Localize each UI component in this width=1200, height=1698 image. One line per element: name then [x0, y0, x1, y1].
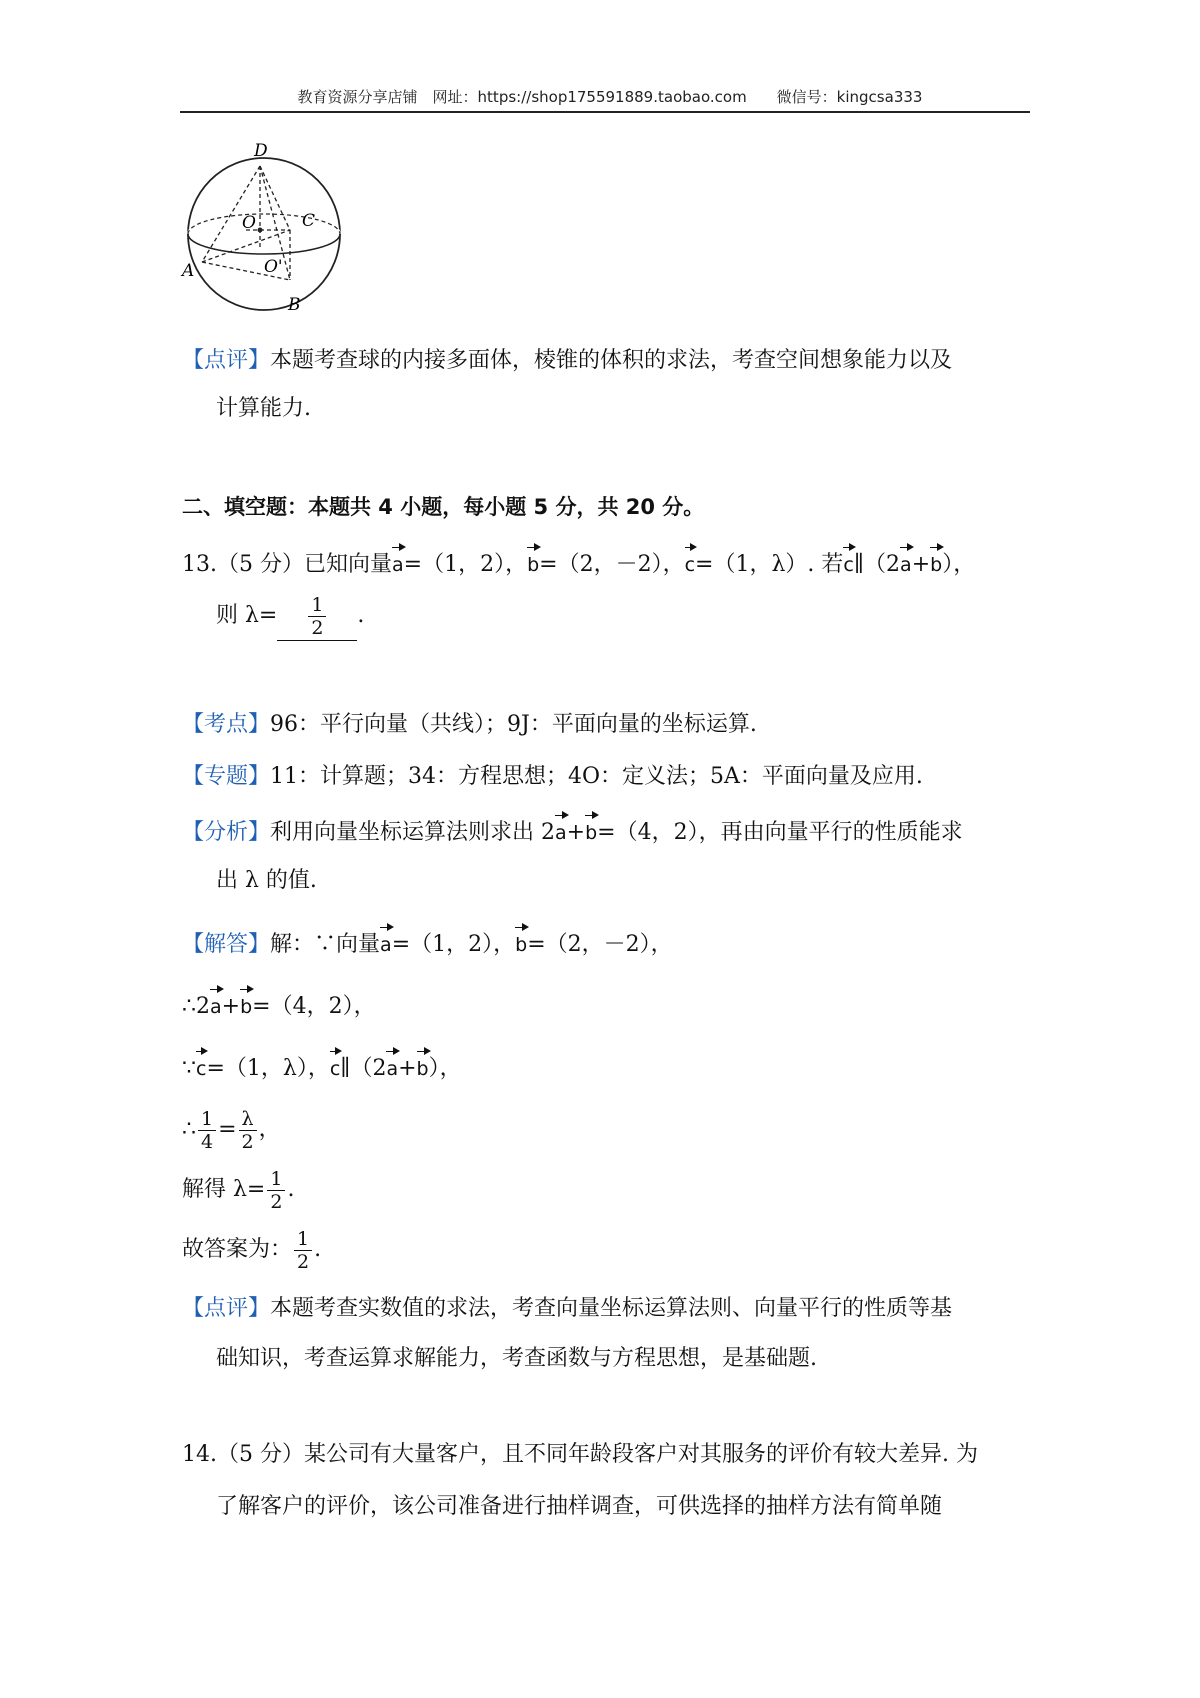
jieda-l6-post: .	[314, 1237, 322, 1262]
jieda-line2	[182, 988, 376, 1022]
jieda-l2-vector-a: a	[210, 988, 222, 1022]
jieda-l4-post: ，	[258, 1117, 281, 1142]
comment2-tag: 【点评】	[182, 1296, 271, 1321]
jieda-l3-vector-b: b	[417, 1050, 429, 1084]
zhuanti-tag: 【专题】	[182, 764, 271, 789]
jieda-l4-pre: ∴	[182, 1117, 196, 1142]
header-rule	[180, 111, 1030, 113]
comment1-line2: 计算能力.	[216, 396, 311, 421]
jieda-l1-mid: =（1，2），	[391, 932, 516, 957]
jieda-l3-post: ），	[428, 1056, 462, 1081]
vector-b-2: b	[930, 546, 942, 580]
fenxi-vector-a: a	[555, 814, 567, 848]
fenxi-plus: +	[566, 820, 586, 845]
page-header: 教育资源分享店铺 网址：https://shop175591889.taobao.com 微信号：kingcsa333	[297, 88, 923, 106]
jieda-line4	[182, 1106, 281, 1154]
jieda-l3-mid2: ∥（2	[340, 1056, 387, 1081]
equator-back-dashed	[188, 214, 340, 234]
comment1-text1: 本题考查球的内接多面体，棱锥的体积的求法，考查空间想象能力以及	[270, 348, 953, 373]
fenxi-vector-b: b	[585, 814, 597, 848]
vector-a: a	[392, 546, 404, 580]
fenxi-pre: 利用向量坐标运算法则求出 2	[270, 820, 556, 845]
jieda-l3-plus: +	[398, 1056, 417, 1081]
kaodian-text: 96：平行向量（共线）；9J：平面向量的坐标运算.	[270, 712, 757, 737]
zhuanti-line	[182, 762, 923, 792]
comment1-line1	[182, 346, 952, 376]
jieda-line3	[182, 1050, 462, 1084]
fraction-one-quarter	[198, 1108, 216, 1153]
sphere-pyramid-figure	[180, 140, 360, 320]
fenxi-line2: 出 λ 的值.	[216, 868, 317, 893]
fenxi-tag: 【分析】	[182, 820, 271, 845]
q13-t3: =（1，λ）. 若	[695, 552, 844, 577]
jieda-l5-post: .	[287, 1177, 295, 1202]
jieda-l6-pre: 故答案为：	[182, 1237, 293, 1262]
kaodian-tag: 【考点】	[182, 712, 271, 737]
jieda-l3-vector-a: a	[386, 1050, 398, 1084]
label-A: A	[182, 261, 195, 281]
jieda-l3-vector-c: c	[196, 1050, 206, 1084]
jieda-l2-post: =（4，2），	[252, 994, 376, 1019]
frac4-den: 2	[294, 1250, 312, 1273]
q13-t5: +	[911, 552, 931, 577]
section2-title: 二、填空题：本题共 4 小题，每小题 5 分，共 20 分。	[182, 495, 705, 519]
q14-line2: 了解客户的评价，该公司准备进行抽样调查，可供选择的抽样方法有简单随	[216, 1494, 943, 1519]
vector-c: c	[685, 546, 695, 580]
q13-t6: ），	[942, 552, 976, 577]
label-D: D	[254, 141, 268, 161]
q13-t1: =（1，2），	[403, 552, 528, 577]
label-C: C	[302, 211, 316, 231]
jieda-line6	[182, 1226, 321, 1274]
jieda-l3-mid: =（1，λ），	[206, 1056, 330, 1081]
label-O-prime: O'	[264, 257, 283, 277]
q13-answer-prefix: 则 λ=	[216, 603, 278, 628]
jieda-l5-pre: 解得 λ=	[182, 1177, 266, 1202]
comment2-text1: 本题考查实数值的求法，考查向量坐标运算法则、向量平行的性质等基	[270, 1296, 953, 1321]
fenxi-line1	[182, 814, 963, 848]
frac1-den: 4	[198, 1130, 216, 1153]
fraction-half	[267, 1168, 285, 1213]
jieda-l2-plus: +	[221, 994, 241, 1019]
frac4-num: 1	[297, 1227, 310, 1250]
jieda-l3-vector-c-2: c	[330, 1050, 340, 1084]
zhuanti-text: 11：计算题；34：方程思想；4O：定义法；5A：平面向量及应用.	[270, 764, 923, 789]
jieda-l1-post: =（2，－2），	[527, 932, 673, 957]
fenxi-post: =（4，2），再由向量平行的性质能求	[597, 820, 963, 845]
comment2-line2: 础知识，考查运算求解能力，考查函数与方程思想，是基础题.	[216, 1346, 817, 1371]
jieda-l2-pre: ∴2	[182, 994, 210, 1019]
answer-fraction	[308, 594, 326, 639]
kaodian-line	[182, 710, 757, 740]
answer-numerator: 1	[311, 593, 324, 616]
comment1-tag: 【点评】	[182, 348, 271, 373]
q14-line1: 14.（5 分）某公司有大量客户，且不同年龄段客户对其服务的评价有较大差异. 为	[182, 1442, 978, 1467]
label-B: B	[288, 295, 301, 315]
center-point	[258, 228, 263, 233]
answer-denominator: 2	[308, 616, 326, 639]
jieda-line1	[182, 926, 673, 960]
vector-c-2: c	[843, 546, 853, 580]
jieda-l2-vector-b: b	[240, 988, 252, 1022]
jieda-line5	[182, 1166, 294, 1214]
fraction-lambda-half	[239, 1108, 257, 1153]
vector-a-2: a	[900, 546, 912, 580]
jieda-vector-a: a	[380, 926, 392, 960]
fraction-half-answer	[294, 1228, 312, 1273]
q13-line2	[216, 592, 364, 641]
frac2-den: 2	[239, 1130, 257, 1153]
frac2-num: λ	[241, 1107, 254, 1130]
q13-answer-post: .	[357, 603, 365, 628]
comment2-line1	[182, 1294, 952, 1324]
jieda-l1-pre: 解：∵向量	[270, 932, 381, 957]
q13-prefix: 13.（5 分）已知向量	[182, 552, 392, 577]
answer-blank	[277, 592, 357, 641]
frac1-num: 1	[201, 1107, 214, 1130]
jieda-tag: 【解答】	[182, 932, 271, 957]
equator-back	[188, 214, 340, 234]
q13-t4: ∥（2	[853, 552, 901, 577]
jieda-l4-eq: =	[218, 1117, 237, 1142]
q13-line1	[182, 546, 975, 580]
frac3-den: 2	[267, 1190, 285, 1213]
frac3-num: 1	[270, 1167, 283, 1190]
q13-t2: =（2，－2），	[539, 552, 685, 577]
label-O: O	[242, 213, 256, 233]
vector-b: b	[527, 546, 539, 580]
jieda-vector-b: b	[515, 926, 527, 960]
jieda-l3-pre: ∵	[182, 1056, 196, 1081]
